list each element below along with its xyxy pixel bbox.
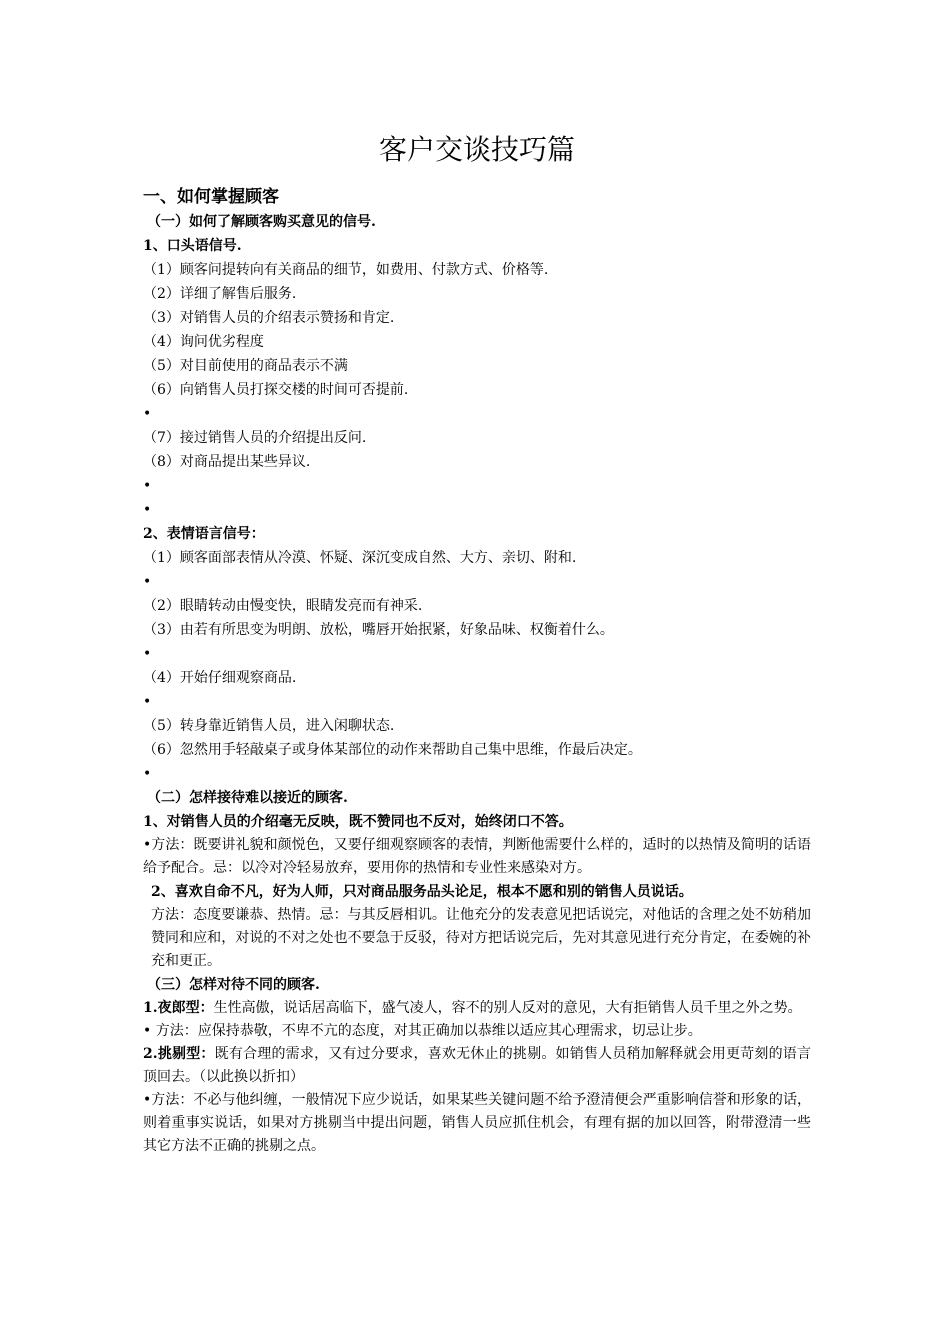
list-item: （1）顾客面部表情从冷漠、怀疑、深沉变成自然、大方、亲切、附和. [143, 550, 577, 566]
method-paragraph: •方法：不必与他纠缠，一般情况下应少说话，如果某些关键问题不给予澄清便会严重影响信誉和形象的话，则着重事实说话，如果对方挑剔当中提出问题，销售人员应抓住机会，有理有据的加以回答，附带澄清一些其它方法不正确的挑剔之点。 [143, 1092, 811, 1154]
list-item: （6）忽然用手轻敲桌子或身体某部位的动作来帮助自己集中思维，作最后决定。 [143, 742, 642, 758]
list-item: （6）向销售人员打探交楼的时间可否提前. [143, 382, 409, 398]
list-item: （3）由若有所思变为明朗、放松，嘴唇开始抿紧，好象品味、权衡着什么。 [143, 622, 614, 638]
bullet-mark: • [143, 766, 152, 782]
method-paragraph: • 方法：应保持恭敬，不卑不亢的态度，对其正确加以恭维以适应其心理需求，切忌让步。 [143, 1023, 702, 1039]
page-title: 客户交谈技巧篇 [378, 133, 575, 166]
bullet-mark: • [143, 406, 152, 422]
list-item: （3）对销售人员的介绍表示赞扬和肯定. [143, 310, 395, 326]
list-item: （4）询问优劣程度 [143, 334, 264, 350]
subsection-heading: （三）怎样对待不同的顾客. [147, 977, 320, 993]
bullet-mark: • [143, 694, 152, 710]
list-item: （2）详细了解售后服务. [143, 286, 297, 302]
document-page [143, 130, 811, 1158]
item-heading: 2、表情语言信号： [143, 526, 265, 542]
subsection-heading: （一）如何了解顾客购买意见的信号. [147, 214, 376, 230]
list-item: （4）开始仔细观察商品. [143, 670, 297, 686]
list-item: （8）对商品提出某些异议. [143, 454, 311, 470]
bullet-mark: • [143, 478, 152, 494]
list-item: （2）眼睛转动由慢变快，眼睛发亮而有神采. [143, 598, 423, 614]
case-heading: 1、对销售人员的介绍毫无反映，既不赞同也不反对，始终闭口不答。 [143, 814, 573, 830]
expression-signal-list [143, 546, 811, 786]
bullet-mark: • [143, 574, 152, 590]
list-item: （5）转身靠近销售人员，进入闲聊状态. [143, 718, 395, 734]
customer-type-description: 既有合理的需求，又有过分要求，喜欢无休止的挑剔。如销售人员稍加解释就会用更苛刻的语言顶回去。（以此换以折扣） [143, 1046, 811, 1085]
oral-signal-list [143, 258, 811, 522]
case-heading: 2、喜欢自命不凡，好为人师，只对商品服务品头论足，根本不愿和别的销售人员说话。 [151, 884, 693, 900]
customer-type-description: 生性高傲，说话居高临下，盛气凌人，容不的别人反对的意见，大有拒销售人员千里之外之势。 [213, 1000, 802, 1016]
bullet-mark: • [143, 502, 152, 518]
item-heading: 1、口头语信号. [143, 238, 242, 254]
method-paragraph: 方法：态度要谦恭、热情。忌：与其反唇相讥。让他充分的发表意见把话说完，对他话的含理之处不妨稍加赞同和应和，对说的不对之处也不要急于反驳，待对方把话说完后，先对其意见进行充分肯定，在委婉的补充和更正。 [151, 907, 811, 969]
list-item: （1）顾客问提转向有关商品的细节，如费用、付款方式、价格等. [143, 262, 549, 278]
customer-type-paragraph [143, 1043, 811, 1089]
section-heading: 一、如何掌握顾客 [143, 187, 279, 207]
subsection-heading: （二）怎样接待难以接近的顾客. [147, 790, 348, 806]
customer-type-label: 2.挑剔型： [143, 1046, 215, 1062]
list-item: （7）接过销售人员的介绍提出反问. [143, 430, 367, 446]
customer-type-label: 1.夜郎型： [143, 1000, 214, 1016]
list-item: （5）对目前使用的商品表示不满 [143, 358, 348, 374]
customer-type-paragraph [143, 997, 811, 1020]
method-paragraph: •方法：既要讲礼貌和颜悦色，又要仔细观察顾客的表情，判断他需要什么样的，适时的以热情及简明的话语给予配合。忌：以冷对冷轻易放弃，要用你的热情和专业性来感染对方。 [143, 837, 811, 876]
bullet-mark: • [143, 646, 152, 662]
